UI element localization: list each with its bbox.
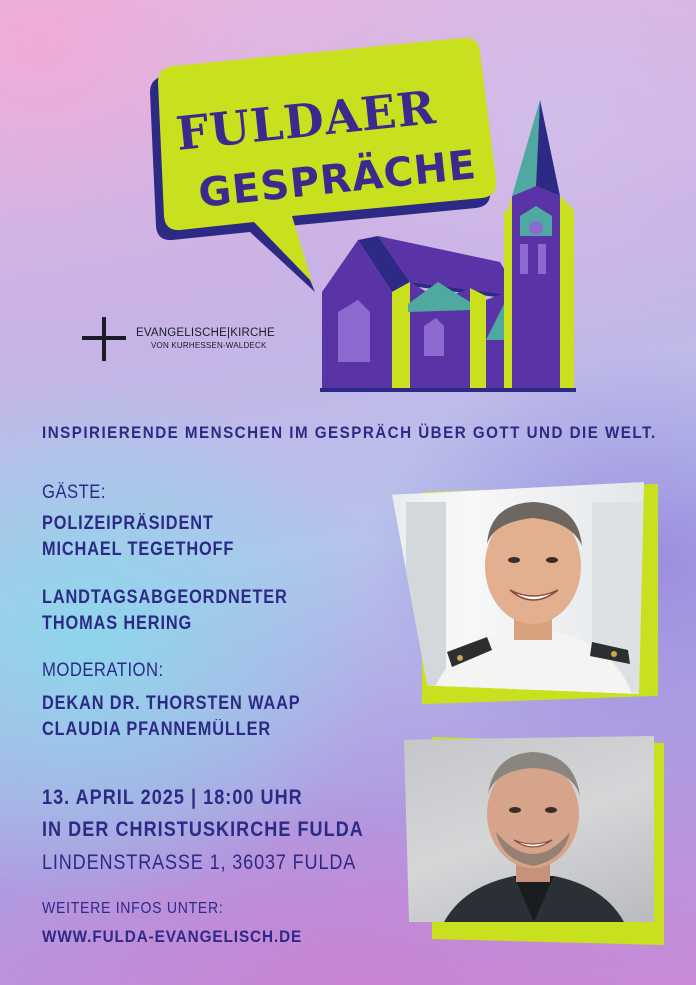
tagline: INSPIRIERENDE MENSCHEN IM GESPRÄCH ÜBER GOTT UND DIE WELT. xyxy=(42,424,657,442)
guest-2-role: LANDTAGSABGEORDNETER xyxy=(42,587,288,608)
moderation-label: MODERATION: xyxy=(42,660,164,681)
guest-2-name: THOMAS HERING xyxy=(42,613,193,634)
guest-1-name: MICHAEL TEGETHOFF xyxy=(42,539,235,560)
church-org-name: EVANGELISCHE|KIRCHE xyxy=(136,327,275,339)
info-label: WEITERE INFOS UNTER: xyxy=(42,900,224,917)
guest-1-photo xyxy=(392,482,662,706)
logo-line2: GESPRÄCHE xyxy=(196,142,479,217)
event-date-time: 13. APRIL 2025 | 18:00 UHR xyxy=(42,786,303,809)
guests-label: GÄSTE: xyxy=(42,482,106,503)
info-url[interactable]: WWW.FULDA-EVANGELISCH.DE xyxy=(42,927,303,946)
church-org-logo xyxy=(82,317,275,361)
moderator-1: DEKAN DR. THORSTEN WAAP xyxy=(42,693,301,714)
logo-line1: FULDAER xyxy=(173,79,439,161)
church-org-subtitle: VON KURHESSEN-WALDECK xyxy=(151,341,267,350)
portrait-politician-image xyxy=(404,736,654,922)
event-address: LINDENSTRASSE 1, 36037 FULDA xyxy=(42,851,357,874)
guest-2-photo xyxy=(402,736,668,946)
event-venue: IN DER CHRISTUSKIRCHE FULDA xyxy=(42,818,364,841)
moderator-2: CLAUDIA PFANNEMÜLLER xyxy=(42,719,272,740)
guest-1-role: POLIZEIPRÄSIDENT xyxy=(42,513,214,534)
portrait-officer-image xyxy=(392,482,644,694)
cross-icon xyxy=(82,317,126,361)
